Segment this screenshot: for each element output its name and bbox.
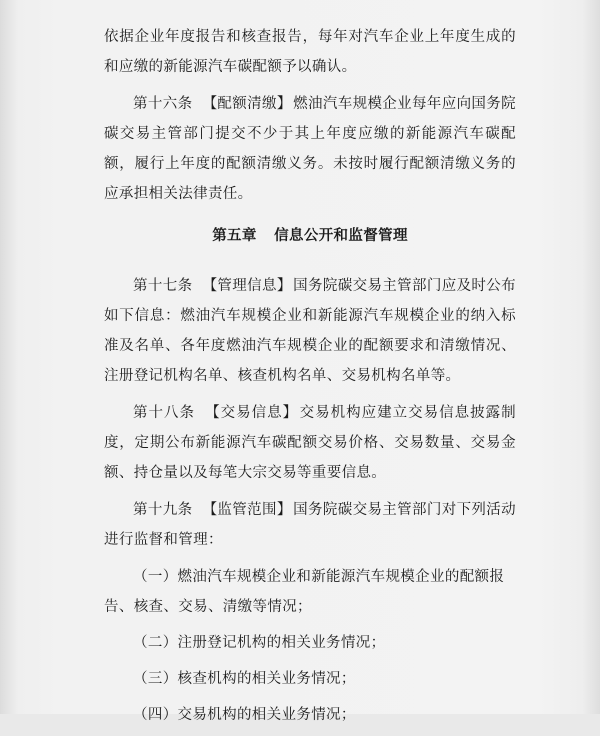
article-19-title: 【监管范围】: [202, 502, 292, 518]
article-16-number: 第十六条: [133, 96, 193, 112]
article-16-title: 【配额清缴】: [202, 96, 292, 112]
document-body: [104, 22, 516, 736]
article-18-title: 【交易信息】: [205, 405, 299, 421]
article-17-title: 【管理信息】: [202, 278, 292, 294]
article-16: [104, 89, 516, 209]
article-17-body: 国务院碳交易主管部门应及时公布如下信息：燃油汽车规模企业和新能源汽车规模企业的纳入标准及名单、各年度燃油汽车规模企业的配额要求和清缴情况、注册登记机构名单、核查机构名单、交易机构名单等。: [104, 278, 516, 384]
chapter-title: 信息公开和监督管理: [274, 228, 408, 244]
article-17-number: 第十七条: [133, 278, 193, 294]
article-19-body: 国务院碳交易主管部门对下列活动进行监督和管理：: [104, 502, 516, 548]
article-19-number: 第十九条: [133, 502, 193, 518]
article-17: [104, 271, 516, 391]
article-19-item-1: （一）燃油汽车规模企业和新能源汽车规模企业的配额报告、核查、交易、清缴等情况；: [104, 569, 505, 615]
article-19-item-3: （三）核查机构的相关业务情况；: [133, 671, 356, 687]
chapter-heading: [104, 222, 516, 250]
article-18-body: 交易机构应建立交易信息披露制度，定期公布新能源汽车碳配额交易价格、交易数量、交易金额、持仓量以及每笔大宗交易等重要信息。: [104, 405, 516, 481]
article-16-body: 燃油汽车规模企业每年应向国务院碳交易主管部门提交不少于其上年度应缴的新能源汽车碳配额，履行上年度的配额清缴义务。未按时履行配额清缴义务的应承担相关法律责任。: [104, 96, 516, 202]
article-19-item-4: （四）交易机构的相关业务情况；: [133, 707, 356, 723]
article-18: [104, 398, 516, 488]
chapter-number: 第五章: [212, 228, 257, 244]
article-19: [104, 495, 516, 555]
paragraph-continued: 依据企业年度报告和核查报告，每年对汽车企业上年度生成的和应缴的新能源汽车碳配额予以确认。: [104, 29, 516, 75]
article-18-number: 第十八条: [133, 405, 196, 421]
article-19-item-2: （二）注册登记机构的相关业务情况；: [133, 635, 386, 651]
